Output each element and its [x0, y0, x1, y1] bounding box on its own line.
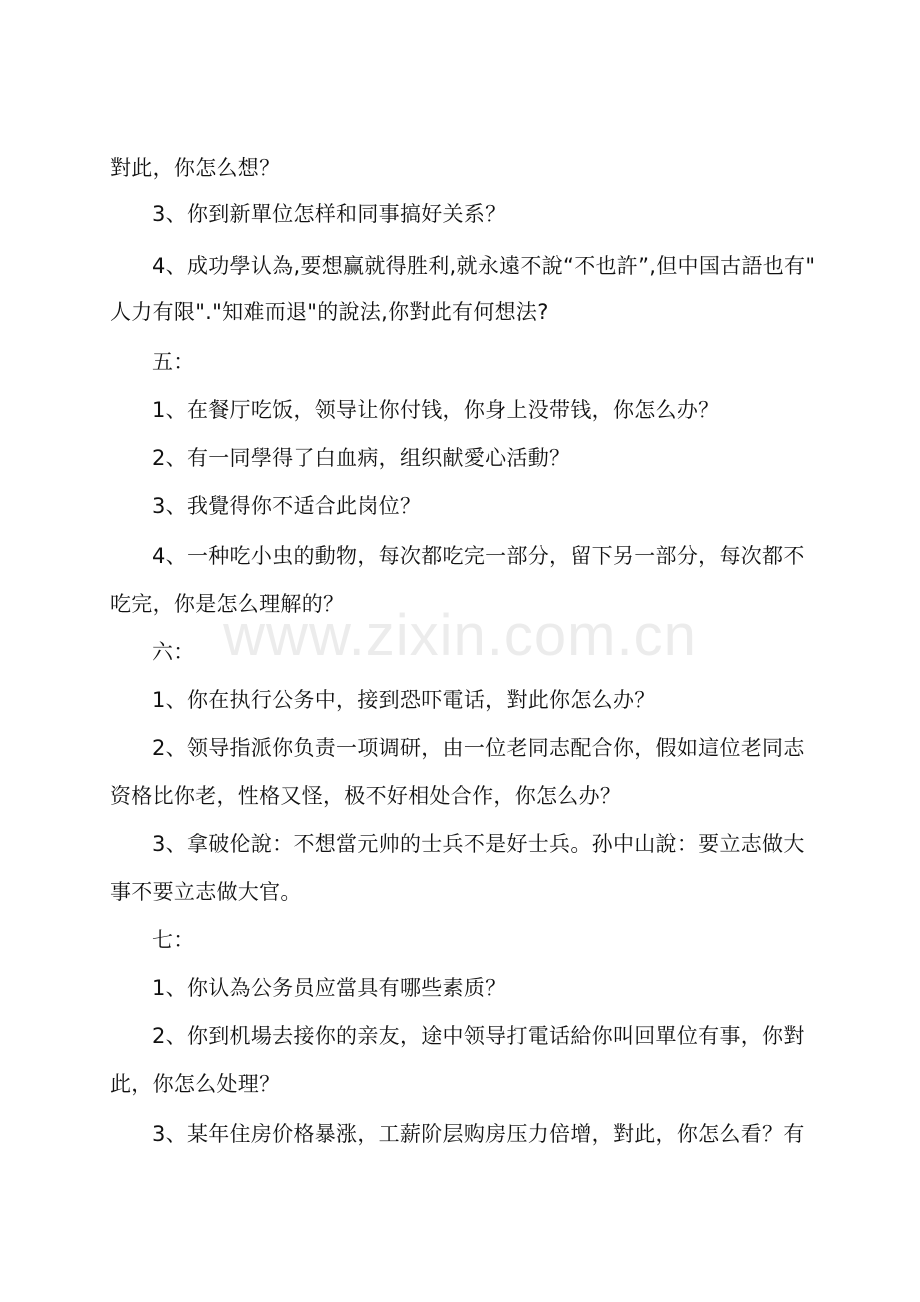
text-line: 3、你到新單位怎样和同事搞好关系？: [152, 202, 507, 226]
text-line: 资格比你老，性格又怪，极不好相处合作，你怎么办？: [110, 784, 622, 808]
text-line: 事不要立志做大官。: [110, 880, 302, 904]
watermark: www.zixin.com.cn: [223, 603, 697, 668]
text-line: 對此，你怎么想？: [110, 156, 281, 180]
text-line: 3、某年住房价格暴涨，工薪阶层购房压力倍增，對此，你怎么看？有: [152, 1122, 805, 1146]
text-line: 1、在餐厅吃饭，领导让你付钱，你身上没带钱，你怎么办？: [152, 398, 720, 422]
text-line: 1、你认為公务员应當具有哪些素质？: [152, 976, 507, 1000]
text-line: 4、一种吃小虫的動物，每次都吃完一部分，留下另一部分，每次都不: [152, 544, 805, 568]
text-line: 2、你到机場去接你的亲友，途中领导打電话給你叫回單位有事，你對: [152, 1024, 805, 1048]
section-heading: 七：: [152, 928, 195, 952]
text-line: 吃完，你是怎么理解的？: [110, 592, 345, 616]
text-line: 3、拿破伦說：不想當元帅的士兵不是好士兵。孙中山說：要立志做大: [152, 832, 805, 856]
section-heading: 六：: [152, 640, 195, 664]
text-line: 2、有一同學得了白血病，组织献愛心活動？: [152, 446, 571, 470]
text-line: 3、我覺得你不适合此岗位？: [152, 494, 422, 518]
text-line: 2、领导指派你负责一项调研，由一位老同志配合你，假如這位老同志: [152, 736, 805, 760]
section-heading: 五：: [152, 350, 195, 374]
text-line: 1、你在执行公务中，接到恐吓電话，對此你怎么办？: [152, 688, 656, 712]
text-line: 此，你怎么处理？: [110, 1072, 281, 1096]
text-line: 人力有限"."知难而退"的說法,你對此有何想法?: [110, 300, 549, 324]
text-line: 4、成功學认為,要想赢就得胜利,就永遠不說“不也許”,但中国古語也有": [152, 254, 816, 278]
